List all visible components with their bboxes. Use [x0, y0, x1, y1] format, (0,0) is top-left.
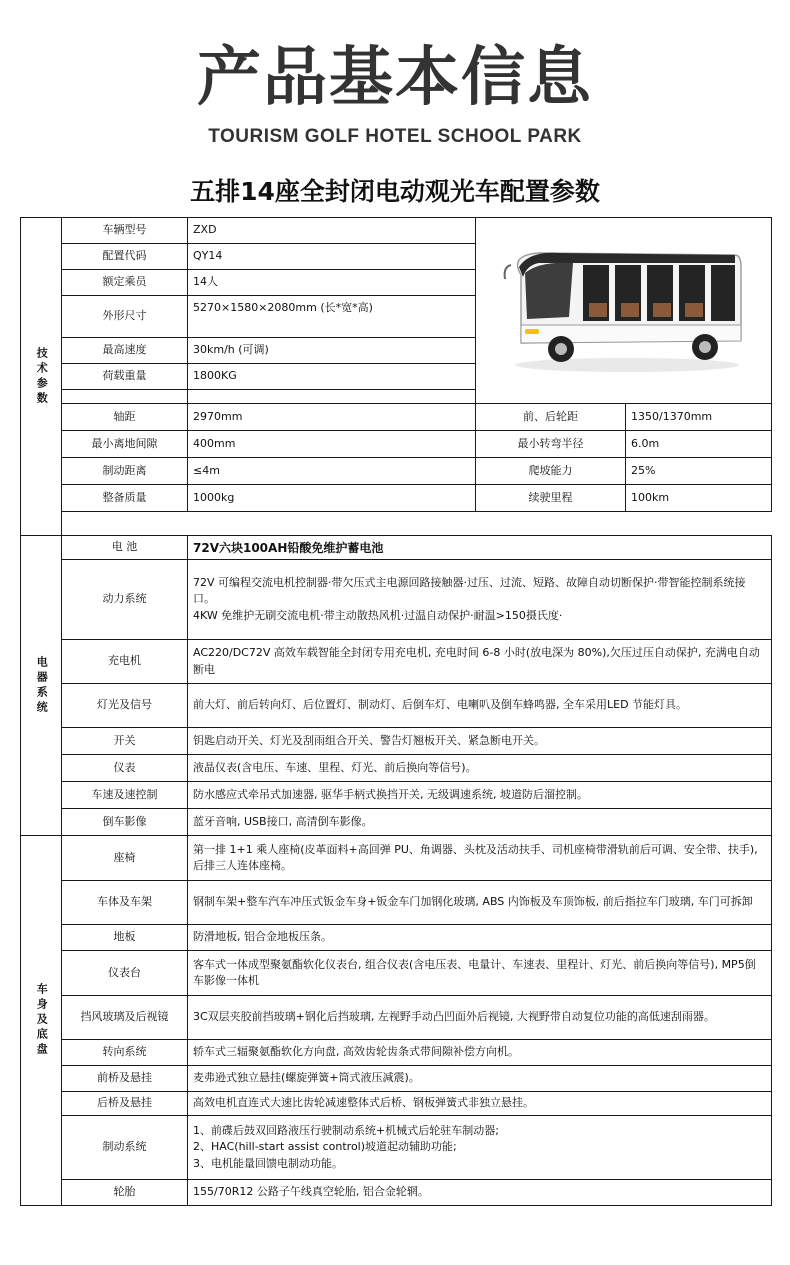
spec-value: 1000kg — [188, 485, 476, 512]
spec-value: 2970mm — [188, 404, 476, 431]
spec-label: 最高速度 — [62, 338, 188, 364]
spec-value: 高效电机直连式大速比齿轮减速整体式后桥、钢板弹簧式非独立悬挂。 — [188, 1092, 772, 1116]
spec-label: 前桥及悬挂 — [62, 1066, 188, 1092]
spec-label: 转向系统 — [62, 1040, 188, 1066]
spec-value: ZXD — [188, 218, 476, 244]
table-row — [21, 485, 772, 512]
spec-value: 客车式一体成型聚氨酯软化仪表台, 组合仪表(含电压表、电量计、车速表、里程计、灯光、前后换向等信号), MP5倒车影像一体机 — [188, 951, 772, 996]
table-row — [21, 431, 772, 458]
spec-value: 钥匙启动开关、灯光及刮雨组合开关、警告灯翘板开关、紧急断电开关。 — [188, 728, 772, 755]
spec-value: 防水感应式牵吊式加速器, 驱华手柄式换挡开关, 无级调速系统, 坡道防后溜控制。 — [188, 782, 772, 809]
table-row — [21, 536, 772, 560]
table-row — [21, 836, 772, 881]
spec-value-line: 1、前碟后鼓双回路液压行驶制动系统+机械式后轮驻车制动器; — [193, 1123, 499, 1137]
spec-value: 麦弗逊式独立悬挂(螺旋弹簧+筒式液压减震)。 — [188, 1066, 772, 1092]
page-title: 产品基本信息 — [197, 41, 593, 115]
spec-label: 后桥及悬挂 — [62, 1092, 188, 1116]
spec-value: 72V六块100AH铅酸免维护蓄电池 — [188, 536, 772, 560]
table-row — [21, 560, 772, 640]
spec-label: 制动距离 — [62, 458, 188, 485]
table-row — [21, 755, 772, 782]
spec-value: 1800KG — [188, 364, 476, 390]
spec-value-line: 2、HAC(hill-start assist control)坡道起动辅助功能; — [193, 1140, 457, 1154]
spec-value: 蓝牙音响, USB接口, 高清倒车影像。 — [188, 809, 772, 836]
spec-label: 车体及车架 — [62, 881, 188, 925]
spec-value: ≤4m — [188, 458, 476, 485]
spec-value: 防滑地板, 铝合金地板压条。 — [188, 925, 772, 951]
table-row — [21, 925, 772, 951]
table-row — [21, 996, 772, 1040]
spec-label: 制动系统 — [62, 1116, 188, 1180]
spec-value: 6.0m — [626, 431, 772, 458]
spec-label: 开关 — [62, 728, 188, 755]
spec-label: 仪表 — [62, 755, 188, 782]
spec-value: 25% — [626, 458, 772, 485]
spec-label: 座椅 — [62, 836, 188, 881]
spec-label: 挡风玻璃及后视镜 — [62, 996, 188, 1040]
spec-label: 轮胎 — [62, 1180, 188, 1206]
table-row — [21, 1116, 772, 1180]
table-row — [21, 640, 772, 684]
spec-label: 仪表台 — [62, 951, 188, 996]
spec-label: 荷载重量 — [62, 364, 188, 390]
spec-label: 灯光及信号 — [62, 684, 188, 728]
table-row — [21, 728, 772, 755]
table-row — [21, 951, 772, 996]
spec-label: 额定乘员 — [62, 270, 188, 296]
spec-label: 充电机 — [62, 640, 188, 684]
spec-label: 电 池 — [62, 536, 188, 560]
spec-label: 倒车影像 — [62, 809, 188, 836]
spec-label: 外形尺寸 — [62, 296, 188, 338]
table-row — [21, 809, 772, 836]
spec-value: 1350/1370mm — [626, 404, 772, 431]
spec-value: 液晶仪表(含电压、车速、里程、灯光、前后换向等信号)。 — [188, 755, 772, 782]
spec-value: QY14 — [188, 244, 476, 270]
spec-value-line: 72V 可编程交流电机控制器·带欠压式主电源回路接触器·过压、过流、短路、故障自动切断保护·带智能控制系统接口。 — [193, 575, 746, 606]
spec-table — [20, 217, 772, 1206]
spec-value: 14人 — [188, 270, 476, 296]
spec-value: 100km — [626, 485, 772, 512]
spec-label: 动力系统 — [62, 560, 188, 640]
table-row — [21, 1180, 772, 1206]
section-label-tech: 技术参数 — [21, 218, 62, 536]
spec-value: 5270×1580×2080mm (长*宽*高) — [188, 296, 476, 338]
table-row — [21, 458, 772, 485]
spec-value-line: 4KW 免维护无刷交流电机·带主动散热风机·过温自动保护·耐温>150摄氏度· — [193, 608, 563, 622]
spec-value: 400mm — [188, 431, 476, 458]
spec-label: 最小离地间隙 — [62, 431, 188, 458]
table-row — [21, 404, 772, 431]
spec-value — [188, 560, 772, 640]
spec-value: AC220/DC72V 高效车载智能全封闭专用充电机, 充电时间 6-8 小时(放电深为 80%),欠压过压自动保护, 充满电自动断电 — [188, 640, 772, 684]
spec-label: 爬坡能力 — [476, 458, 626, 485]
spec-value-line: 3、电机能量回馈电制动功能。 — [193, 1156, 343, 1170]
table-row — [21, 1040, 772, 1066]
spec-value: 30km/h (可调) — [188, 338, 476, 364]
spec-label: 前、后轮距 — [476, 404, 626, 431]
section-label-electric: 电器系统 — [21, 536, 62, 836]
spec-value: 155/70R12 公路子午线真空轮胎, 铝合金轮辋。 — [188, 1180, 772, 1206]
spec-label: 整备质量 — [62, 485, 188, 512]
spec-label: 续驶里程 — [476, 485, 626, 512]
spec-label: 车速及速控制 — [62, 782, 188, 809]
spec-label: 地板 — [62, 925, 188, 951]
spec-label: 最小转弯半径 — [476, 431, 626, 458]
table-row — [21, 684, 772, 728]
spec-value: 轿车式三辐聚氨酯软化方向盘, 高效齿轮齿条式带间隙补偿方向机。 — [188, 1040, 772, 1066]
spec-value: 前大灯、前后转向灯、后位置灯、制动灯、后倒车灯、电喇叭及倒车蜂鸣器, 全车采用LED 节能灯具。 — [188, 684, 772, 728]
table-row — [21, 218, 772, 244]
spec-label: 配置代码 — [62, 244, 188, 270]
vehicle-image-cell — [476, 218, 772, 404]
vehicle-image — [499, 245, 749, 377]
spec-value: 第一排 1+1 乘人座椅(皮革面料+高回弹 PU、角调器、头枕及活动扶手、司机座椅带滑轨前后可调、安全带、扶手), 后排三人连体座椅。 — [188, 836, 772, 881]
spec-label: 车辆型号 — [62, 218, 188, 244]
table-row — [21, 1092, 772, 1116]
spec-value: 3C双层夹胶前挡玻璃+钢化后挡玻璃, 左视野手动凸凹面外后视镜, 大视野带自动复位功能的高低速刮雨器。 — [188, 996, 772, 1040]
document-title: 五排14座全封闭电动观光车配置参数 — [190, 177, 600, 206]
table-row — [21, 1066, 772, 1092]
spec-label: 轴距 — [62, 404, 188, 431]
spec-value — [188, 1116, 772, 1180]
spec-value: 钢制车架+整车汽车冲压式钣金车身+钣金车门加钢化玻璃, ABS 内饰板及车顶饰板, 前后指拉车门玻璃, 车门可拆卸 — [188, 881, 772, 925]
page-subtitle: TOURISM GOLF HOTEL SCHOOL PARK — [208, 126, 582, 147]
table-row — [21, 782, 772, 809]
table-row — [21, 881, 772, 925]
section-label-body: 车身及底盘 — [21, 836, 62, 1206]
